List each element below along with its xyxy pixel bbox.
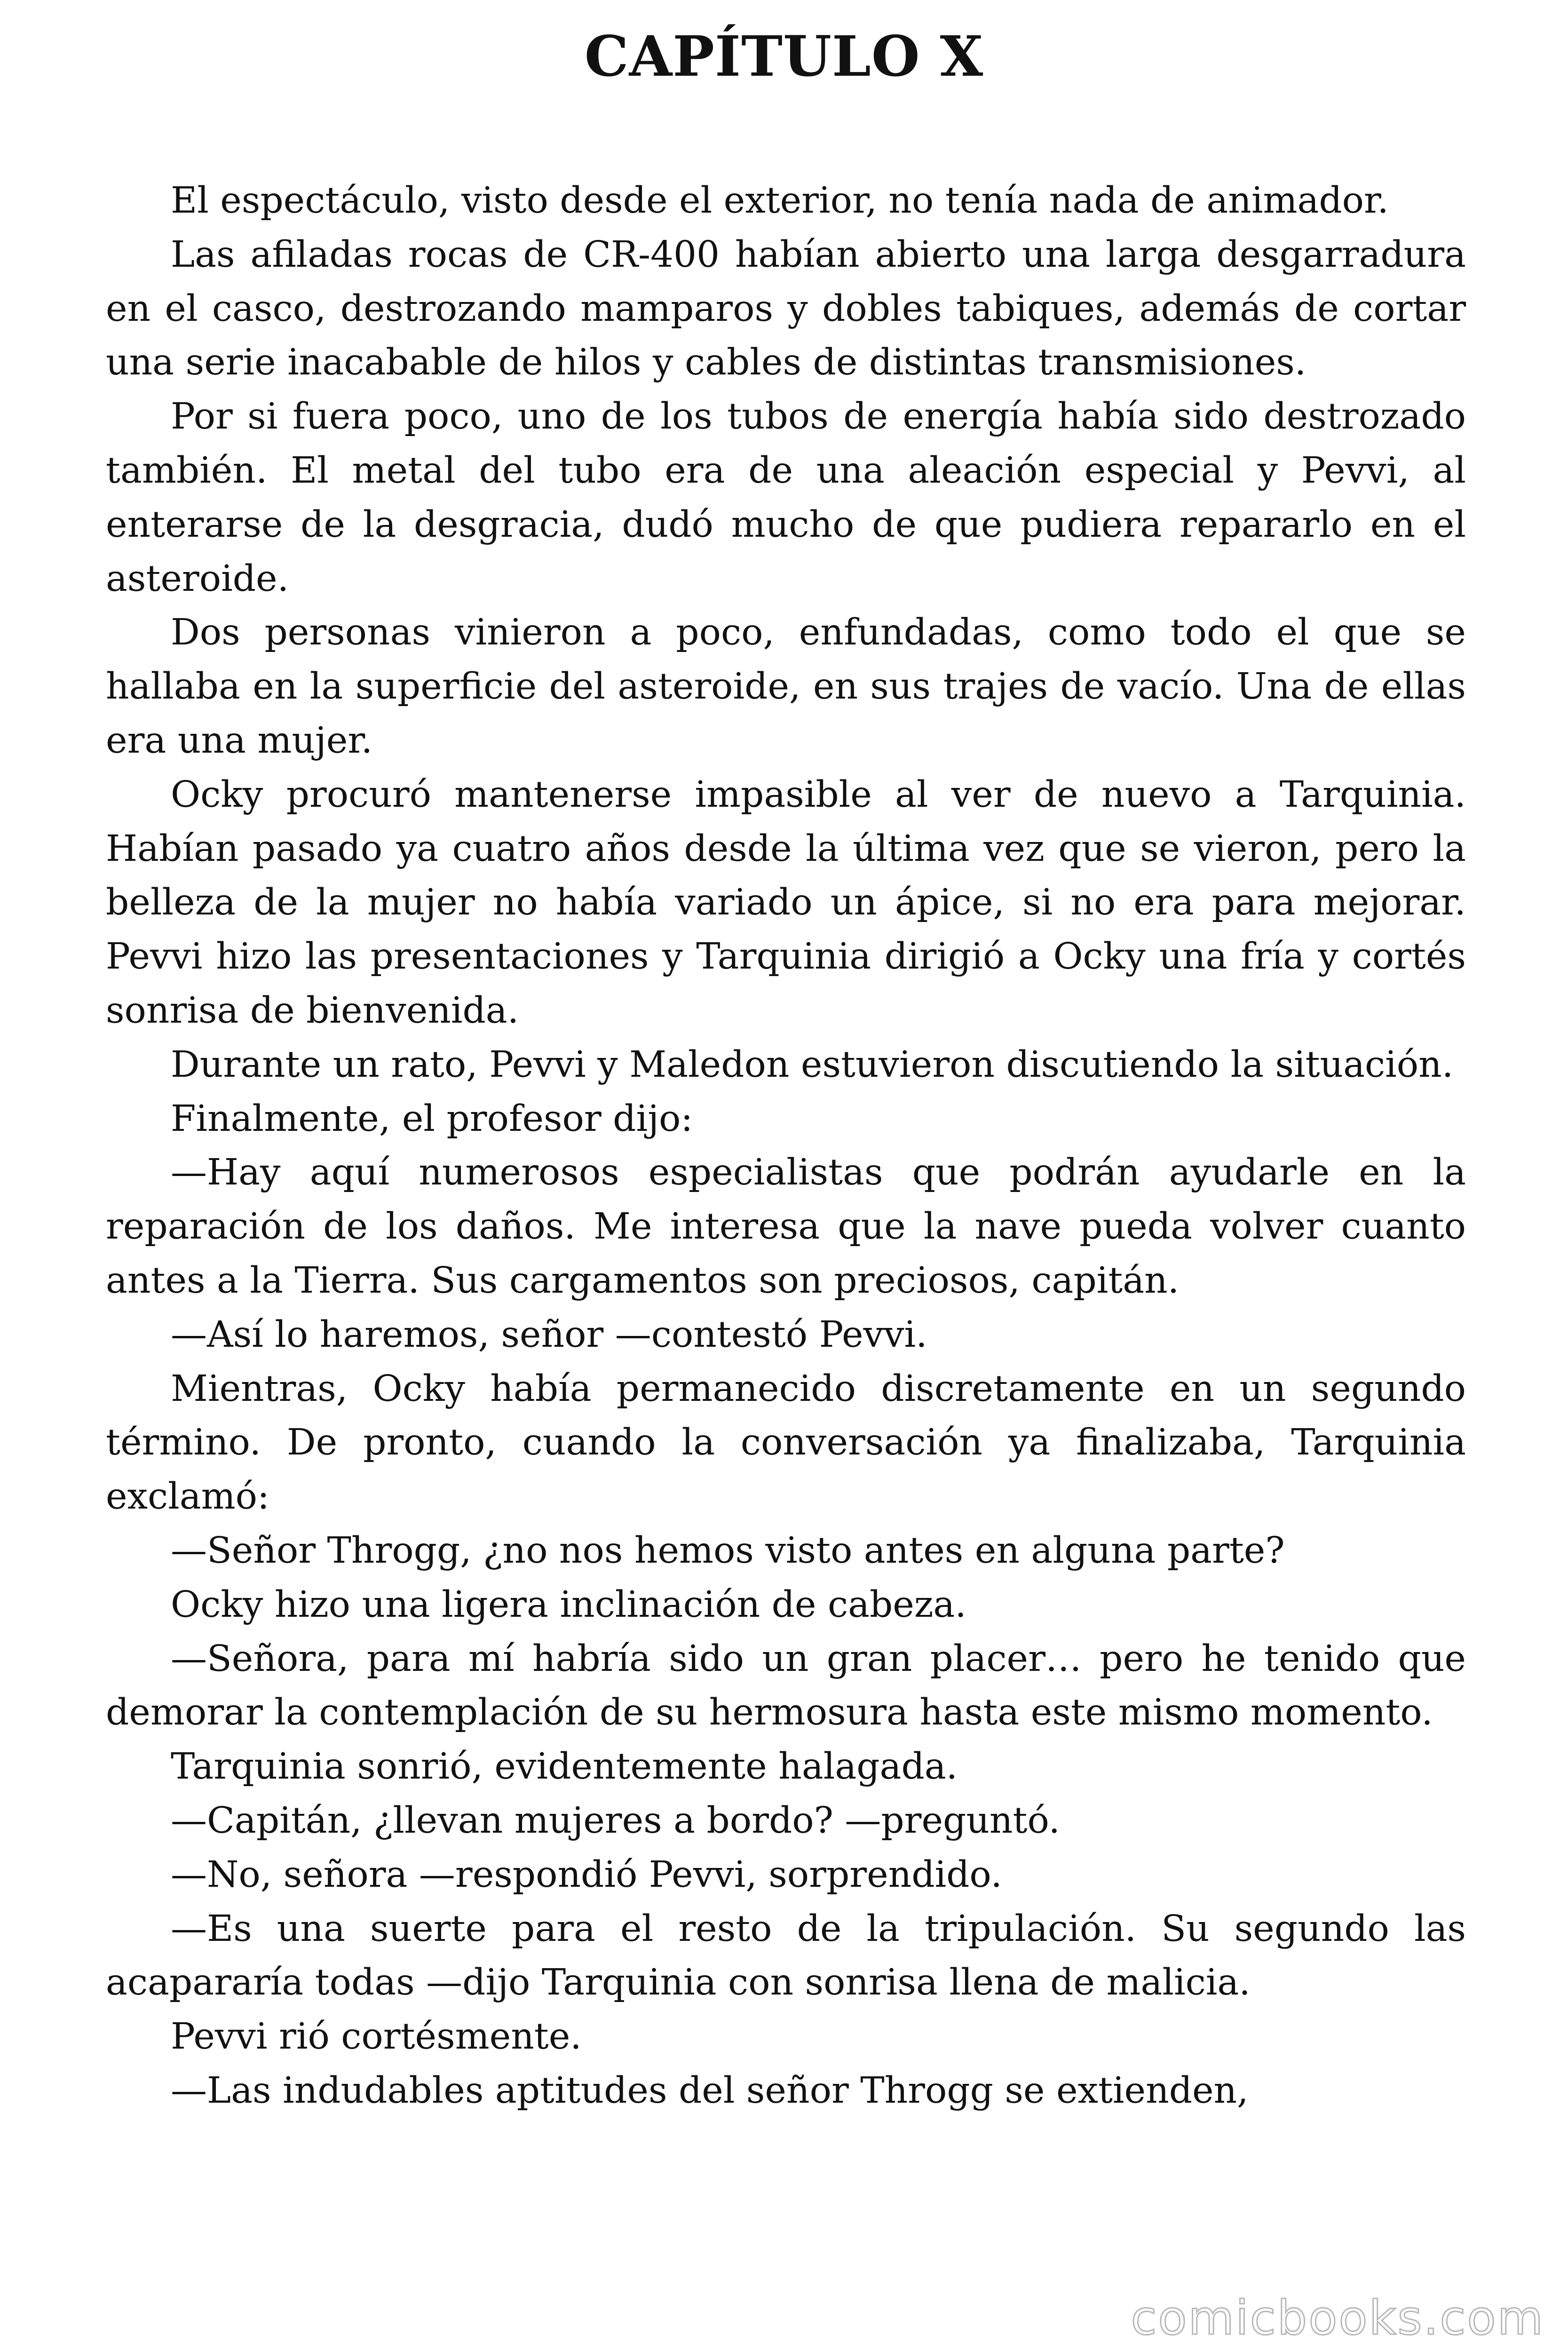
paragraph: —Señora, para mí habría sido un gran placer… pero he tenido que demorar la contemplación de su hermosura hasta este mismo momento. [106,1637,1466,1734]
paragraph: Ocky hizo una ligera inclinación de cabeza. [171,1583,966,1626]
paragraph: —Señor Throgg, ¿no nos hemos visto antes en alguna parte? [171,1529,1285,1572]
paragraph: —Es una suerte para el resto de la tripulación. Su segundo las acapararía todas —dijo Tarquinia con sonrisa llena de malicia. [106,1907,1466,2004]
paragraph: Pevvi rió cortésmente. [171,2016,582,2058]
paragraph: Tarquinia sonrió, evidentemente halagada. [171,1746,958,1788]
paragraph: —No, señora —respondió Pevvi, sorprendido. [171,1853,1002,1896]
paragraph: Ocky procuró mantenerse impasible al ver de nuevo a Tarquinia. Habían pasado ya cuatro años desde la última vez que se vieron, pero la belleza de la mujer no había variado un ápice, si no era para mejorar. Pevvi hizo las presentaciones y Tarquinia dirigió a Ocky una fría y cortés sonrisa de bienvenida. [106,773,1466,1032]
paragraph: Por si fuera poco, uno de los tubos de energía había sido destrozado también. El metal del tubo era de una aleación especial y Pevvi, al enterarse de la desgracia, dudó mucho de que pudiera repararlo en el asteroide. [106,396,1466,600]
paragraph: —Las indudables aptitudes del señor Throgg se extienden, [171,2069,1249,2112]
watermark: comicbooks.com [1131,2290,1544,2345]
paragraph: Las afiladas rocas de CR-400 habían abierto una larga desgarradura en el casco, destrozando mamparos y dobles tabiques, además de cortar una serie inacabable de hilos y cables de distintas transmisiones. [106,233,1466,384]
paragraph: —Capitán, ¿llevan mujeres a bordo? —preguntó. [171,1799,1060,1842]
paragraph: Dos personas vinieron a poco, enfundadas, como todo el que se hallaba en la superficie del asteroide, en sus trajes de vacío. Una de ellas era una mujer. [106,612,1466,762]
chapter-title: CAPÍTULO X [584,24,984,89]
paragraph: —Así lo haremos, señor —contestó Pevvi. [171,1313,927,1356]
paragraph: —Hay aquí numerosos especialistas que podrán ayudarle en la reparación de los daños. Me interesa que la nave pueda volver cuanto antes a la Tierra. Sus cargamentos son preciosos, capitán. [106,1152,1466,1302]
paragraph: El espectáculo, visto desde el exterior, no tenía nada de animador. [171,180,1389,222]
chapter-text [106,174,1466,2118]
paragraph: Finalmente, el profesor dijo: [171,1097,693,1140]
paragraph: Durante un rato, Pevvi y Maledon estuvieron discutiendo la situación. [171,1043,1454,1086]
paragraph: Mientras, Ocky había permanecido discretamente en un segundo término. De pronto, cuando la conversación ya finalizaba, Tarquinia exclamó: [106,1367,1466,1518]
